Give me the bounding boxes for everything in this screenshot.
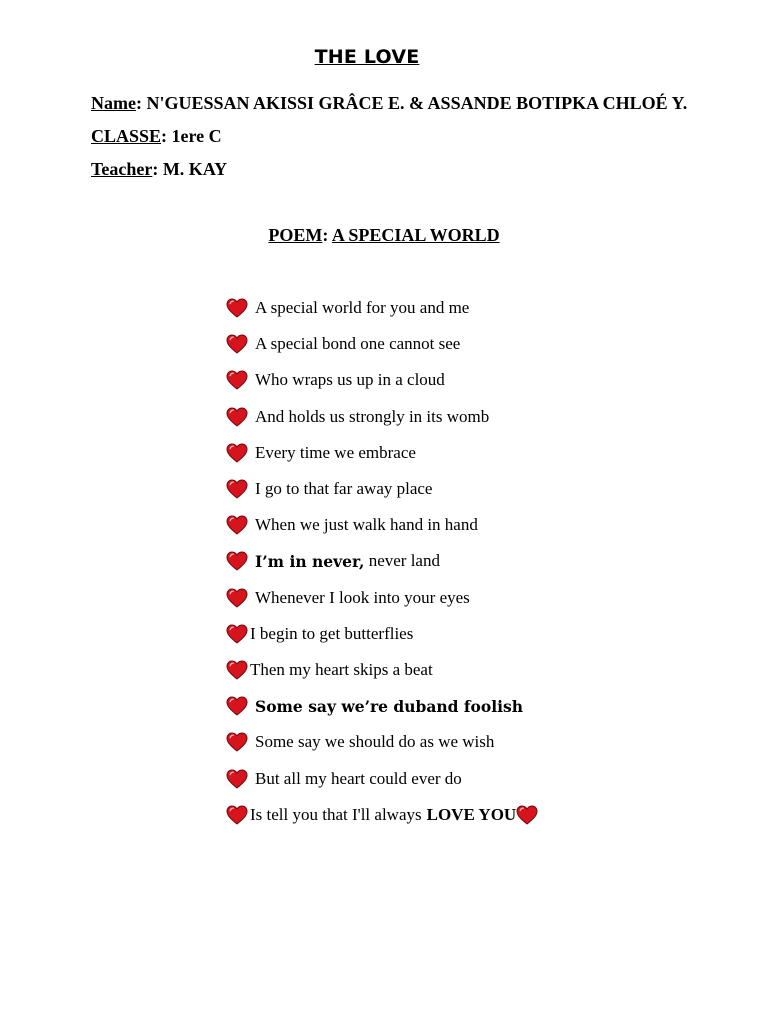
- heart-icon: [226, 298, 248, 318]
- heart-icon: [516, 805, 538, 825]
- poem-title: A SPECIAL WORLD: [331, 225, 500, 245]
- classe-line: [91, 126, 222, 147]
- poem-line: [226, 326, 538, 362]
- heart-icon: [226, 334, 248, 354]
- poem-line-text-bold: I’m in never,: [255, 551, 365, 571]
- heart-icon: [226, 696, 248, 716]
- poem-line-text: Who wraps us up in a cloud: [255, 370, 445, 390]
- teacher-line: [91, 159, 227, 180]
- poem-line: [226, 507, 538, 543]
- poem-line-text: I begin to get butterflies: [250, 623, 414, 643]
- poem-line: [226, 652, 538, 688]
- poem-label: POEM: [268, 225, 323, 245]
- poem-line: [226, 362, 538, 398]
- poem-line-text: Every time we embrace: [255, 442, 416, 462]
- poem-heading: [0, 225, 768, 246]
- poem-line: [226, 290, 538, 326]
- poem-line-text: When we just walk hand in hand: [255, 515, 478, 535]
- heart-icon: [226, 660, 248, 680]
- poem-line-text: A special world for you and me: [255, 298, 470, 318]
- poem-line-text: Some say we should do as we wish: [255, 732, 495, 752]
- heart-icon: [226, 443, 248, 463]
- poem-line: [226, 543, 538, 579]
- heart-icon: [226, 551, 248, 571]
- classe-label: CLASSE: [91, 126, 162, 146]
- poem-lines: [226, 290, 538, 833]
- poem-line: [226, 580, 538, 616]
- heart-icon: [226, 732, 248, 752]
- heart-icon: [226, 624, 248, 644]
- poem-line-text: A special bond one cannot see: [255, 334, 461, 354]
- poem-line: [226, 688, 538, 724]
- teacher-value: : M. KAY: [152, 159, 228, 179]
- heart-icon: [226, 769, 248, 789]
- poem-line: [226, 760, 538, 796]
- teacher-label: Teacher: [91, 159, 153, 179]
- document-title: THE LOVE: [314, 46, 420, 68]
- heart-icon: [226, 479, 248, 499]
- heart-icon: [226, 407, 248, 427]
- poem-line: [226, 724, 538, 760]
- poem-line: [226, 399, 538, 435]
- heart-icon: [226, 515, 248, 535]
- poem-line: [226, 471, 538, 507]
- name-value: : N'GUESSAN AKISSI GRÂCE E. & ASSANDE BOTIPKA CHLOÉ Y.: [135, 93, 688, 113]
- heart-icon: [226, 805, 248, 825]
- poem-heading-separator: :: [322, 225, 332, 245]
- poem-line-text: never land: [364, 551, 440, 571]
- poem-line-text: Whenever I look into your eyes: [255, 587, 470, 607]
- poem-line: [226, 435, 538, 471]
- heart-icon: [226, 588, 248, 608]
- poem-line-text: But all my heart could ever do: [255, 768, 462, 788]
- poem-line-text: Then my heart skips a beat: [250, 659, 433, 679]
- name-line: [91, 93, 687, 114]
- poem-line: [226, 797, 538, 833]
- name-label: Name: [91, 93, 136, 113]
- poem-line-text-bold: Some say we’re duband foolish: [255, 696, 523, 716]
- heart-icon: [226, 370, 248, 390]
- love-you-text: LOVE YOU: [426, 804, 517, 824]
- classe-value: : 1ere C: [161, 126, 222, 146]
- poem-line: [226, 616, 538, 652]
- poem-line-text: Is tell you that I'll always: [250, 804, 422, 824]
- poem-line-text: I go to that far away place: [255, 479, 433, 499]
- poem-line-text: And holds us strongly in its womb: [255, 406, 490, 426]
